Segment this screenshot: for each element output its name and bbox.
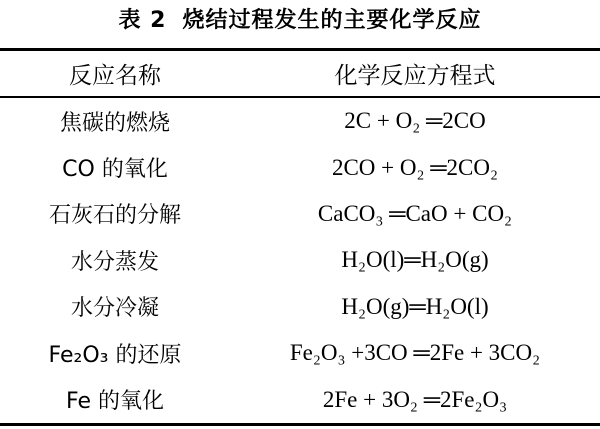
- reaction-name: 石灰石的分解: [48, 203, 181, 229]
- table-header: [0, 51, 600, 96]
- bottom-rule: [0, 423, 600, 426]
- header-row: [0, 51, 600, 96]
- reaction-equation: H₂O(l)═H₂O(g): [341, 247, 489, 273]
- reaction-equation: CaCO₃ ═CaO + CO₂: [317, 200, 513, 226]
- reaction-name: 水分冷凝: [70, 296, 159, 322]
- reaction-equation: Fe₂O₃ +3CO ═2Fe + 3CO₂: [289, 340, 541, 366]
- table-row: [0, 237, 600, 283]
- table-caption: [0, 4, 600, 38]
- table-title: 烧结过程发生的主要化学反应: [182, 8, 482, 33]
- reaction-equation: 2C + O₂ ═2CO: [344, 108, 486, 134]
- header-equation: 化学反应方程式: [334, 63, 496, 89]
- reaction-name: Fe 的氧化: [66, 389, 164, 415]
- table-row: [0, 98, 600, 144]
- reaction-table: [0, 98, 600, 423]
- table-row: [0, 191, 600, 237]
- reaction-name: CO 的氧化: [62, 157, 168, 183]
- reaction-name: 焦碳的燃烧: [59, 110, 170, 136]
- table-row: [0, 376, 600, 422]
- table-number: 表 2: [118, 8, 167, 33]
- reaction-equation: 2Fe + 3O₂ ═2Fe₂O₃: [322, 386, 508, 412]
- reaction-equation: 2CO + O₂ ═2CO₂: [331, 154, 499, 180]
- table-row: [0, 144, 600, 190]
- table-row: [0, 330, 600, 376]
- reaction-equation: H₂O(g)═H₂O(l): [341, 293, 489, 319]
- header-reaction-name: 反应名称: [69, 63, 161, 89]
- table-row: [0, 284, 600, 330]
- reaction-name: Fe₂O₃ 的还原: [48, 342, 182, 368]
- reaction-name: 水分蒸发: [70, 249, 159, 275]
